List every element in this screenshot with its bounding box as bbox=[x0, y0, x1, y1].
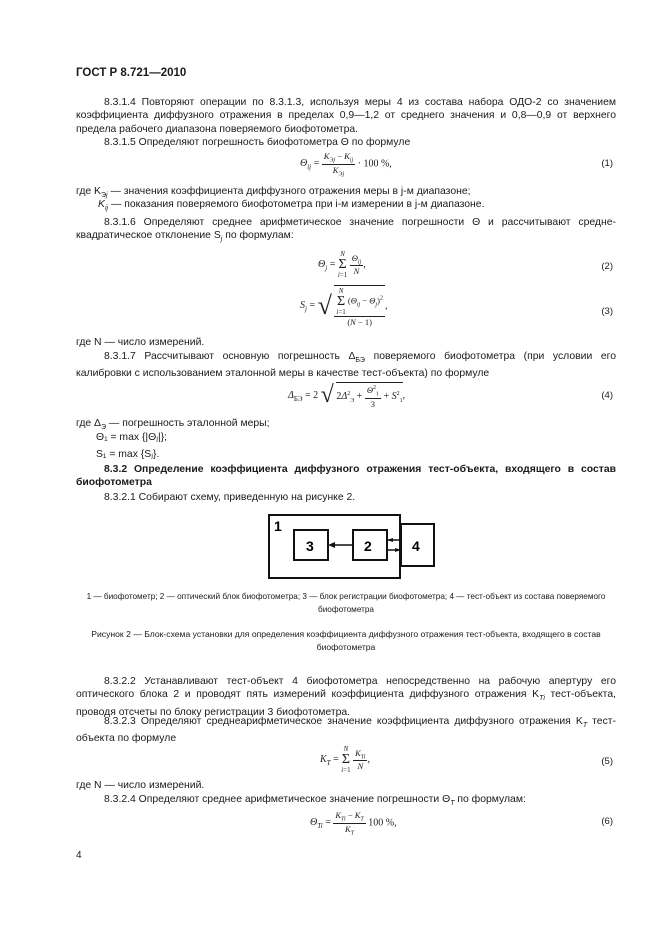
where-delta-e: где $\Delta_Э$ — погрешность эталонной меры; bbox=[76, 418, 270, 432]
paragraph-8-3-2-4: 8.3.2.4 Определяют среднее арифметическое значение погрешности $\Theta_T$ по формулам: bbox=[104, 794, 526, 808]
paragraph-8-3-1-7: 8.3.1.7 Рассчитывают основную погрешность $\Delta_{БЭ}$ поверяемого биофотометра (при условии его калибровки с использованием эталонной меры в качестве тест-объекта) по формуле bbox=[76, 351, 616, 380]
equation-number-4: (4) bbox=[601, 390, 613, 401]
formula-2: $\Theta_j = N$ Σ i=1 $\Theta_{ij}$ N , bbox=[318, 250, 366, 279]
figure-caption: Рисунок 2 — Блок-схема установки для определения коэффициента диффузного отражения тест-объекта, входящего в состав биофотометра bbox=[91, 629, 601, 652]
equation-number-6: (6) bbox=[601, 816, 613, 827]
equation-number-3: (3) bbox=[601, 306, 613, 317]
formula-3: $S_j$ = √ N Σ i=1 $(\Theta_{ij} - \Theta_j)^2$ (N − 1) , bbox=[300, 287, 388, 327]
equation-number-1: (1) bbox=[601, 158, 613, 169]
equation-number-5: (5) bbox=[601, 756, 613, 767]
figure-label-1: 1 bbox=[274, 518, 282, 534]
figure-2-block-diagram bbox=[260, 512, 440, 582]
arrowhead-2-to-3 bbox=[328, 542, 335, 548]
equation-number-2: (2) bbox=[601, 261, 613, 272]
where-kej: где $K_{Эj}$ — значения коэффициента диффузного отражения меры в j-м диапазоне; bbox=[76, 186, 471, 200]
paragraph-8-3-1-4: 8.3.1.4 Повторяют операции по 8.3.1.3, используя меры 4 из состава набора ОДО-2 со значением коэффициента диффузного отражения в пределах 0,9—1,2 от среднего значения и 0,8—0,9 от верхнего предела рабочего диапазона поверяемого биофотометра. bbox=[76, 97, 616, 135]
page-number: 4 bbox=[76, 850, 82, 861]
paragraph-8-3-2-2: 8.3.2.2 Устанавливают тест-объект 4 биофотометра непосредственно на рабочую апертуру его оптического блока 2 и проводят пять измерений коэффициента диффузного отражения $K_{Ti}$ тест-объекта, проводя отсчеты по блоку регистрации 3 биофотометра. bbox=[76, 676, 616, 718]
formula-5: $K_T = N$ Σ i=1 $K_{Ti}$ N , bbox=[320, 745, 370, 774]
where-kij: $K_{ij}$ — показания поверяемого биофотометра при i-м измерении в j-м диапазоне. bbox=[98, 199, 485, 213]
figure-legend: 1 — биофотометр; 2 — оптический блок биофотометра; 3 — блок регистрации биофотометра; 4 — тест-объект из состава поверяемого биофотометра bbox=[86, 592, 606, 614]
where-n-2: где N — число измерений. bbox=[76, 780, 205, 791]
formula-6: $\Theta_{Ti}$ = $K_{Ti} - K_T$ $K_T$ 100 %, bbox=[310, 810, 397, 837]
formula-1: $\Theta_{ij}$ = $K_{Эj} - K_{ij}$ $K_{Эj}$ · 100 %, bbox=[300, 151, 392, 178]
section-8-3-2-heading: 8.3.2 Определение коэффициента диффузного отражения тест-объекта, входящего в состав биофотометра bbox=[76, 464, 616, 489]
theta1-definition: Θ₁ = max {|Θⱼ|}; bbox=[96, 432, 168, 443]
figure-label-2: 2 bbox=[364, 538, 372, 554]
document-header: ГОСТ Р 8.721—2010 bbox=[76, 67, 187, 79]
paragraph-8-3-1-5: 8.3.1.5 Определяют погрешность биофотометра Θ по формуле bbox=[104, 137, 411, 148]
figure-label-3: 3 bbox=[306, 538, 314, 554]
where-n-1: где N — число измерений. bbox=[76, 337, 205, 348]
s1-definition: S₁ = max {Sⱼ}. bbox=[96, 449, 160, 460]
paragraph-8-3-2-3: 8.3.2.3 Определяют среднеарифметическое значение коэффициента диффузного отражения $K_T$ тест-объекта по формуле bbox=[76, 716, 616, 745]
paragraph-8-3-2-1: 8.3.2.1 Собирают схему, приведенную на рисунке 2. bbox=[104, 492, 356, 503]
paragraph-8-3-1-6: 8.3.1.6 Определяют среднее арифметическое значение погрешности Θ и рассчитывают среднеквадратическое отклонение $S_j$ по формулам: bbox=[76, 217, 616, 244]
formula-4: $\Delta_{БЭ} = 2$ √ $2\Delta^2_Э$ + $\frac{\Theta^2_1}{3}$ + $S^2_1$, bbox=[288, 382, 406, 409]
figure-label-4: 4 bbox=[412, 538, 420, 554]
